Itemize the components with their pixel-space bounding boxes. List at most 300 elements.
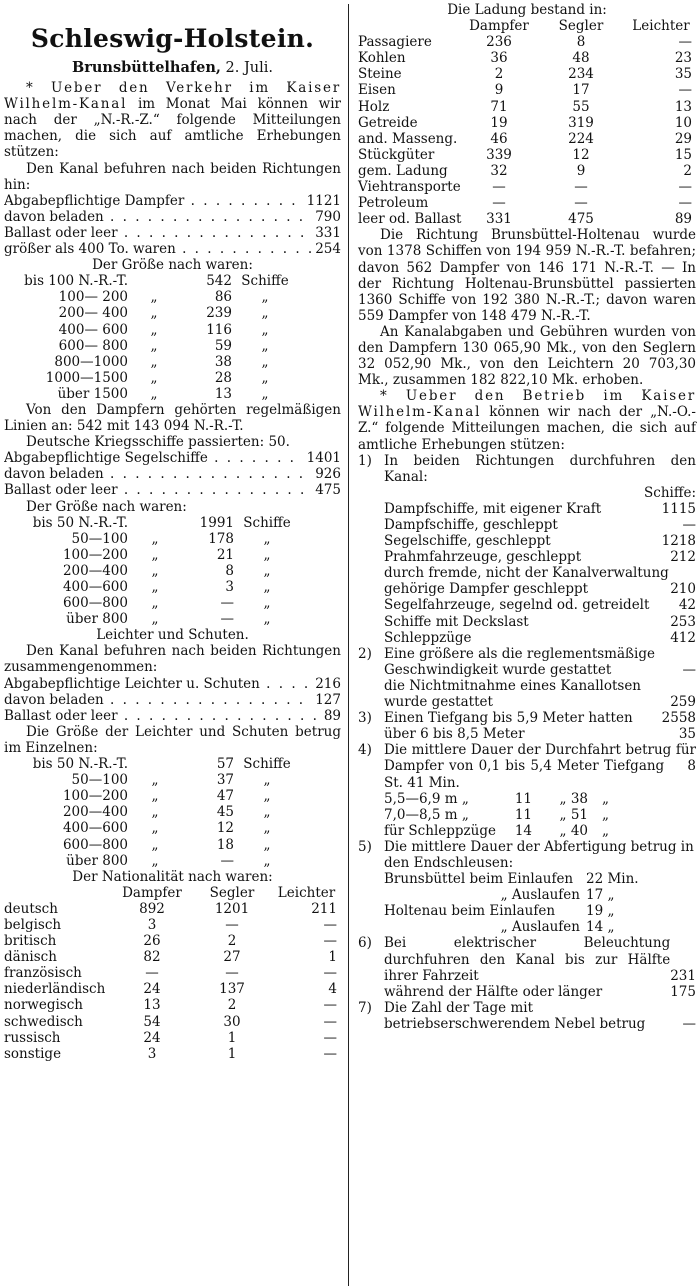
size-range: 600— 800 bbox=[58, 337, 128, 354]
size-ditto: „ bbox=[151, 788, 159, 805]
item1-row-value: 1218 bbox=[661, 533, 696, 550]
cell-segler: 1201 bbox=[214, 900, 250, 917]
stat-label: Ballast oder leer . . . bbox=[4, 225, 311, 241]
table-row bbox=[4, 981, 341, 997]
cell-leichter: 4 bbox=[328, 981, 337, 998]
cell-segler: 55 bbox=[572, 98, 590, 115]
intro-paragraph bbox=[4, 80, 341, 160]
cell-leichter: — bbox=[323, 965, 337, 982]
cell-segler: 48 bbox=[572, 50, 590, 67]
table-row bbox=[4, 949, 341, 965]
cell-leichter: — bbox=[678, 82, 692, 99]
item4-first: 8 St. 41 Min. bbox=[384, 758, 696, 791]
row-name: gem. Ladung bbox=[358, 162, 448, 179]
stat-row bbox=[4, 209, 341, 225]
size-count: 28 bbox=[214, 369, 232, 386]
size-ditto: „ bbox=[151, 562, 159, 579]
size-ditto: „ bbox=[151, 546, 159, 563]
cell-leichter: — bbox=[323, 1045, 337, 1062]
stat-label: größer als 400 To. waren . . . bbox=[4, 241, 311, 257]
cell-dampfer: 13 bbox=[143, 997, 161, 1014]
table-row bbox=[4, 1046, 341, 1062]
cell-segler: 319 bbox=[568, 114, 594, 131]
size-range: über 800 bbox=[66, 852, 128, 869]
size-unit: „ bbox=[263, 772, 271, 789]
size-count: 1991 bbox=[199, 514, 234, 531]
stat-label: Abgabepflichtige Dampfer . . . bbox=[4, 193, 303, 209]
size-ditto: „ bbox=[150, 289, 158, 306]
stat-row bbox=[4, 241, 341, 257]
cargo-head: Die Ladung bestand in: bbox=[447, 2, 607, 18]
stat-label: davon beladen . . . bbox=[4, 692, 311, 708]
size-count: — bbox=[220, 611, 234, 628]
size-range: 100—200 bbox=[62, 788, 128, 805]
stat-value: 790 bbox=[315, 208, 341, 225]
row-name: norwegisch bbox=[4, 997, 83, 1014]
size-range: 400—600 bbox=[62, 820, 128, 837]
leichter-rows bbox=[4, 676, 341, 724]
item4-row-hours: 14 bbox=[514, 822, 532, 839]
cell-dampfer: 331 bbox=[486, 211, 512, 228]
cell-leichter: — bbox=[323, 916, 337, 933]
stat-label: Ballast oder leer . . . bbox=[4, 708, 320, 724]
item6-b-val: 175 bbox=[670, 983, 696, 1000]
row-name: französisch bbox=[4, 965, 82, 982]
cell-leichter: — bbox=[323, 933, 337, 950]
item1-row-label: Dampfschiffe, mit eigener Kraft bbox=[384, 500, 602, 517]
stat-value: 89 bbox=[323, 707, 341, 724]
item1-row-value: 1115 bbox=[661, 500, 696, 517]
intro-lead: * Ueber den Verkehr im Kaiser Wilhelm-Kanal bbox=[4, 80, 341, 113]
item-number: 7) bbox=[358, 999, 372, 1016]
size-count: 37 bbox=[216, 772, 234, 789]
size-unit: „ bbox=[261, 385, 269, 402]
cell-segler: — bbox=[225, 965, 239, 982]
cell-dampfer: 82 bbox=[143, 949, 161, 966]
item1-row bbox=[384, 549, 696, 565]
size-count: 116 bbox=[206, 321, 232, 338]
item1-row bbox=[384, 565, 696, 597]
size-count: 47 bbox=[216, 788, 234, 805]
row-name: deutsch bbox=[4, 900, 58, 917]
cell-dampfer: — bbox=[145, 965, 159, 982]
row-name: dänisch bbox=[4, 949, 57, 966]
nation-head: Der Nationalität nach waren: bbox=[72, 868, 273, 885]
cell-leichter: 13 bbox=[674, 98, 692, 115]
item1-row-label: Segelschiffe, geschleppt bbox=[384, 533, 551, 550]
cell-leichter: — bbox=[323, 1013, 337, 1030]
cell-segler: 234 bbox=[568, 66, 594, 83]
size-ditto: „ bbox=[151, 852, 159, 869]
item2-b-val: 259 bbox=[670, 694, 696, 711]
cell-leichter: — bbox=[678, 195, 692, 212]
item5-head: Die mittlere Dauer der Abfertigung betrug in den Endschleusen: bbox=[384, 838, 694, 871]
warships: Deutsche Kriegsschiffe passierten: 50. bbox=[26, 434, 290, 451]
dampfer-size-head: Der Größe nach waren: bbox=[92, 257, 253, 274]
item1-row-label: durch fremde, nicht der Kanalverwaltung gehörige Dampfer geschleppt bbox=[384, 565, 669, 598]
row-name: britisch bbox=[4, 933, 57, 950]
size-unit: „ bbox=[263, 546, 271, 563]
size-range: 200— 400 bbox=[58, 305, 128, 322]
item-number: 3) bbox=[358, 710, 372, 727]
stat-value: 331 bbox=[315, 224, 341, 241]
item5-row-label: „ Auslaufen bbox=[500, 887, 580, 904]
list-item bbox=[358, 839, 696, 936]
betrieb-paragraph bbox=[358, 388, 696, 452]
cell-segler: 2 bbox=[227, 933, 237, 950]
size-range: 200—400 bbox=[62, 804, 128, 821]
item5-row-label: Holtenau beim Einlaufen bbox=[384, 903, 556, 920]
stat-label: Ballast oder leer . . . bbox=[4, 482, 311, 498]
size-count: 178 bbox=[208, 530, 234, 547]
list-item bbox=[358, 742, 696, 839]
item1-row bbox=[384, 630, 696, 646]
item1-row-label: Segelfahrzeuge, segelnd od. getreidelt bbox=[384, 597, 650, 614]
stat-row bbox=[4, 692, 341, 708]
cell-leichter: 89 bbox=[674, 211, 692, 228]
size-count: 57 bbox=[216, 756, 234, 773]
dateline-place: Brunsbüttelhafen, bbox=[71, 59, 221, 76]
nation-table bbox=[4, 885, 341, 1062]
item5-row-label: „ Auslaufen bbox=[500, 919, 580, 936]
cell-segler: — bbox=[225, 916, 239, 933]
item4-row-unit: „ bbox=[602, 822, 609, 839]
cell-segler: — bbox=[574, 179, 588, 196]
size-range: über 1500 bbox=[57, 385, 128, 402]
table-row bbox=[358, 115, 696, 131]
size-unit: „ bbox=[261, 369, 269, 386]
betrieb-list bbox=[358, 453, 696, 1032]
item1-row-value: 412 bbox=[670, 629, 696, 646]
row-name: Eisen bbox=[358, 82, 396, 99]
item7-head: Die Zahl der Tage mit betriebserschwerendem Nebel betrug bbox=[384, 999, 646, 1032]
nation-col-segler: Segler bbox=[209, 884, 255, 901]
item1-row-value: 253 bbox=[670, 613, 696, 630]
item1-row-label: Prahmfahrzeuge, geschleppt bbox=[384, 549, 582, 566]
item1-row-label: Schiffe mit Deckslast bbox=[384, 613, 529, 630]
item5-row-value: 19 „ bbox=[586, 903, 615, 920]
item1-row bbox=[384, 517, 696, 533]
size-unit: „ bbox=[263, 852, 271, 869]
list-item bbox=[358, 646, 696, 710]
item4-row-unit: „ bbox=[602, 806, 609, 823]
size-range: 800—1000 bbox=[54, 353, 128, 370]
direction-paragraph: Die Richtung Brunsbüttel-Holtenau wurde von 1378 Schiffen von 194 959 N.-R.-T. befahren; davon 562 Dampfer von 146 171 N.-R.-T. — In der Richtung Holtenau-Brunsbüttel passierten 1360 Schiffe von 192 380 N.-R.-T.; davon waren 559 Dampfer von 148 479 N.-R.-T. bbox=[358, 227, 696, 324]
cell-leichter: — bbox=[323, 1029, 337, 1046]
column-divider bbox=[348, 4, 349, 1286]
size-count: 45 bbox=[216, 804, 234, 821]
size-range: 400— 600 bbox=[58, 321, 128, 338]
stat-row bbox=[4, 450, 341, 466]
cell-segler: 17 bbox=[572, 82, 590, 99]
item5-row bbox=[384, 919, 696, 935]
table-row bbox=[4, 917, 341, 933]
leichter-intro: Den Kanal befuhren nach beiden Richtungen zusammengenommen: bbox=[4, 643, 341, 676]
size-unit: Schiffe bbox=[243, 514, 291, 531]
cell-leichter: — bbox=[678, 34, 692, 51]
item4-row-label: für Schleppzüge bbox=[384, 822, 496, 839]
cell-dampfer: 236 bbox=[486, 34, 512, 51]
size-range: 400—600 bbox=[62, 579, 128, 595]
cell-dampfer: — bbox=[492, 195, 506, 212]
size-unit: „ bbox=[261, 353, 269, 370]
size-count: — bbox=[220, 595, 234, 612]
item1-row-label: Dampfschiffe, geschleppt bbox=[384, 517, 558, 533]
stat-value: 1121 bbox=[306, 192, 341, 209]
size-range: 50—100 bbox=[71, 772, 128, 789]
stat-row bbox=[4, 708, 341, 724]
leichter-size-table bbox=[4, 756, 341, 869]
size-unit: Schiffe bbox=[241, 273, 289, 290]
item6-b: während der Hälfte oder länger bbox=[384, 983, 603, 1000]
size-count: 86 bbox=[214, 289, 232, 306]
item-number: 4) bbox=[358, 742, 372, 759]
item1-row bbox=[384, 597, 696, 613]
size-unit: „ bbox=[263, 579, 271, 595]
stat-value: 127 bbox=[315, 691, 341, 708]
cell-dampfer: 3 bbox=[147, 1045, 157, 1062]
size-range: bis 50 N.-R.-T. bbox=[32, 514, 128, 531]
table-row bbox=[4, 997, 341, 1013]
item2-a-val: — bbox=[682, 661, 696, 678]
row-name: Holz bbox=[358, 98, 390, 115]
cell-segler: — bbox=[574, 195, 588, 212]
item6-head: Bei elektrischer Beleuchtung durchfuhren den Kanal bis zur Hälfte ihrer Fahrzeit bbox=[384, 935, 671, 984]
size-ditto: „ bbox=[151, 772, 159, 789]
item4-row-minutes: „ 51 bbox=[559, 806, 588, 823]
size-count: 21 bbox=[216, 546, 234, 563]
cell-leichter: 15 bbox=[674, 146, 692, 163]
item1-row-value: — bbox=[682, 517, 696, 533]
cargo-col-dampfer: Dampfer bbox=[469, 18, 529, 35]
cell-dampfer: 339 bbox=[486, 146, 512, 163]
item1-row-value: 212 bbox=[670, 549, 696, 566]
size-unit: „ bbox=[263, 788, 271, 805]
item1-unit: Schiffe: bbox=[644, 484, 696, 501]
betrieb-rest: können wir nach der „N.-O.-Z.“ folgende Mitteilungen machen, die sich auf amtliche Erhebungen stützen: bbox=[358, 404, 696, 453]
row-name: Passagiere bbox=[358, 34, 432, 51]
cell-segler: 8 bbox=[576, 34, 586, 51]
size-count: 12 bbox=[216, 820, 234, 837]
cell-segler: 1 bbox=[227, 1045, 237, 1062]
table-row bbox=[358, 99, 696, 115]
kanal-intro: Den Kanal befuhren nach beiden Richtungen hin: bbox=[4, 160, 341, 193]
table-row bbox=[358, 50, 696, 66]
size-count: 13 bbox=[214, 385, 232, 402]
list-item bbox=[358, 453, 696, 646]
table-row bbox=[358, 82, 696, 98]
cell-segler: 1 bbox=[227, 1029, 237, 1046]
size-range: 1000—1500 bbox=[45, 369, 128, 386]
size-range: bis 100 N.-R.-T. bbox=[24, 273, 128, 290]
cell-segler: 137 bbox=[219, 981, 245, 998]
row-name: sonstige bbox=[4, 1045, 62, 1062]
size-ditto: „ bbox=[150, 369, 158, 386]
cell-dampfer: 892 bbox=[139, 900, 165, 917]
betrieb-lead: * Ueber den Betrieb im Kaiser Wilhelm-Kanal bbox=[358, 388, 696, 421]
cell-segler: 9 bbox=[576, 162, 586, 179]
item4-row bbox=[384, 823, 696, 839]
row-name: niederländisch bbox=[4, 981, 106, 998]
size-count: — bbox=[220, 852, 234, 869]
size-unit: „ bbox=[263, 611, 271, 628]
nation-col-leichter: Leichter bbox=[277, 884, 336, 901]
nation-col-dampfer: Dampfer bbox=[122, 884, 182, 901]
size-ditto: „ bbox=[151, 804, 159, 821]
size-unit: „ bbox=[263, 836, 271, 853]
item4-row-hours: 11 bbox=[514, 790, 532, 807]
size-count: 18 bbox=[216, 836, 234, 853]
item4-row-minutes: „ 40 bbox=[559, 822, 588, 839]
cell-leichter: — bbox=[323, 997, 337, 1014]
row-name: leer od. Ballast bbox=[358, 211, 462, 228]
stat-row bbox=[4, 193, 341, 209]
size-unit: Schiffe bbox=[243, 756, 291, 773]
size-ditto: „ bbox=[150, 385, 158, 402]
size-ditto bbox=[134, 756, 176, 772]
cell-dampfer: 26 bbox=[143, 933, 161, 950]
cell-segler: 475 bbox=[568, 211, 594, 228]
item2-a: Eine größere als die reglementsmäßige Geschwindigkeit wurde gestattet bbox=[384, 645, 655, 678]
cell-segler: 12 bbox=[572, 146, 590, 163]
cell-leichter: 10 bbox=[674, 114, 692, 131]
cargo-col-segler: Segler bbox=[558, 18, 604, 35]
dateline bbox=[4, 60, 341, 76]
size-unit: „ bbox=[261, 289, 269, 306]
item3-a-val: 2558 bbox=[661, 710, 696, 727]
item4-row bbox=[384, 807, 696, 823]
size-ditto: „ bbox=[150, 337, 158, 354]
row-name: Stückgüter bbox=[358, 146, 435, 163]
size-ditto: „ bbox=[150, 305, 158, 322]
regular-lines: Von den Dampfern gehörten regelmäßigen Linien an: 542 mit 143 094 N.-R.-T. bbox=[4, 401, 341, 435]
row-name: Viehtransporte bbox=[358, 179, 461, 196]
size-count: 8 bbox=[225, 562, 234, 579]
stat-row bbox=[4, 225, 341, 241]
stat-row bbox=[4, 466, 341, 482]
item7-val: — bbox=[682, 1015, 696, 1032]
size-range: bis 50 N.-R.-T. bbox=[32, 756, 128, 773]
cell-dampfer: 32 bbox=[490, 162, 508, 179]
item4-row-unit: „ bbox=[602, 790, 609, 807]
cell-dampfer: 24 bbox=[143, 1029, 161, 1046]
size-count: 59 bbox=[214, 337, 232, 354]
size-count: 542 bbox=[206, 273, 232, 290]
size-ditto bbox=[134, 273, 174, 289]
size-unit: „ bbox=[263, 562, 271, 579]
table-row bbox=[358, 131, 696, 147]
item3-b: über 6 bis 8,5 Meter bbox=[384, 726, 525, 743]
cell-dampfer: 54 bbox=[143, 1013, 161, 1030]
size-unit: „ bbox=[261, 337, 269, 354]
fees-paragraph: An Kanalabgaben und Gebühren wurden von den Dampfern 130 065,90 Mk., von den Seglern 32 052,90 Mk., von den Leichtern 20 703,30 Mk., zusammen 182 822,10 Mk. erhoben. bbox=[358, 323, 696, 389]
cell-dampfer: 71 bbox=[490, 98, 508, 115]
stat-label: davon beladen . . . bbox=[4, 466, 311, 482]
list-item bbox=[358, 710, 696, 742]
size-ditto: „ bbox=[150, 353, 158, 370]
row-name: Petroleum bbox=[358, 195, 429, 212]
cell-leichter: 29 bbox=[674, 130, 692, 147]
cell-dampfer: 2 bbox=[494, 66, 504, 83]
size-ditto: „ bbox=[151, 579, 159, 595]
row-name: Getreide bbox=[358, 114, 418, 131]
stat-row bbox=[4, 676, 341, 692]
cell-leichter: 211 bbox=[311, 900, 337, 917]
stat-label: Abgabepflichtige Segelschiffe . . . bbox=[4, 450, 303, 466]
item1-row bbox=[384, 533, 696, 549]
size-range: 50—100 bbox=[71, 530, 128, 547]
item5-row-value: 14 „ bbox=[586, 919, 615, 936]
table-row bbox=[358, 163, 696, 179]
item-number: 5) bbox=[358, 838, 372, 855]
item1-row-label: Schleppzüge bbox=[384, 629, 472, 646]
stat-row bbox=[4, 482, 341, 498]
item1-head: In beiden Richtungen durchfuhren den Kanal: bbox=[384, 452, 696, 485]
cell-segler: 224 bbox=[568, 130, 594, 147]
table-row bbox=[4, 965, 341, 981]
size-unit: „ bbox=[263, 804, 271, 821]
table-row bbox=[358, 179, 696, 195]
stat-label: davon beladen . . . bbox=[4, 209, 311, 225]
cell-leichter: 2 bbox=[683, 162, 692, 179]
cargo-col-leichter: Leichter bbox=[632, 18, 690, 35]
size-count: 38 bbox=[214, 353, 232, 370]
table-row bbox=[4, 1014, 341, 1030]
page-title: Schleswig-Holstein. bbox=[30, 24, 315, 53]
size-unit: „ bbox=[261, 305, 269, 322]
cell-leichter: — bbox=[678, 179, 692, 196]
cell-segler: 27 bbox=[223, 949, 241, 966]
left-column bbox=[4, 2, 341, 1062]
segler-rows bbox=[4, 450, 341, 498]
row-name: Steine bbox=[358, 66, 402, 83]
cell-dampfer: 19 bbox=[490, 114, 508, 131]
dateline-date: 2. Juli. bbox=[225, 60, 274, 76]
stat-value: 926 bbox=[315, 466, 341, 483]
item3-a: Einen Tiefgang bis 5,9 Meter hatten bbox=[384, 710, 633, 727]
size-ditto: „ bbox=[151, 836, 159, 853]
table-row bbox=[358, 147, 696, 163]
row-name: russisch bbox=[4, 1029, 61, 1046]
item2-b: die Nichtmitnahme eines Kanallotsen wurde gestattet bbox=[384, 677, 642, 711]
item1-row bbox=[384, 614, 696, 630]
size-count: 239 bbox=[206, 305, 232, 322]
table-row bbox=[4, 933, 341, 949]
dampfer-size-table bbox=[4, 273, 341, 402]
cell-dampfer: 46 bbox=[490, 130, 508, 147]
item3-b-val: 35 bbox=[678, 726, 696, 743]
item-number: 6) bbox=[358, 935, 372, 952]
leichter-head: Leichter und Schuten. bbox=[96, 627, 249, 644]
intro-rest: im Monat Mai können wir nach der „N.-R.-Z.“ folgende Mitteilungen machen, die sich auf amtliche Erhebungen stützen: bbox=[4, 96, 341, 161]
item6-a-val: 231 bbox=[670, 967, 696, 984]
leichter-size-head: Die Größe der Leichter und Schuten betrug im Einzelnen: bbox=[4, 723, 341, 756]
list-item bbox=[358, 935, 696, 999]
item4-row-hours: 11 bbox=[514, 806, 532, 823]
size-count: 3 bbox=[225, 579, 234, 595]
size-range: 600—800 bbox=[62, 836, 128, 853]
size-range: 100— 200 bbox=[58, 289, 128, 306]
cell-leichter: 23 bbox=[674, 50, 692, 67]
item5-row-value: 17 „ bbox=[586, 887, 615, 904]
stat-value: 216 bbox=[315, 675, 341, 692]
item4-row-label: 7,0—8,5 m „ bbox=[384, 806, 469, 823]
cell-dampfer: 3 bbox=[147, 916, 157, 933]
item4-row-minutes: „ 38 bbox=[559, 790, 588, 807]
item5-row-value: 22 Min. bbox=[586, 871, 639, 888]
segler-size-head: Der Größe nach waren: bbox=[26, 498, 187, 515]
size-ditto: „ bbox=[151, 595, 159, 612]
